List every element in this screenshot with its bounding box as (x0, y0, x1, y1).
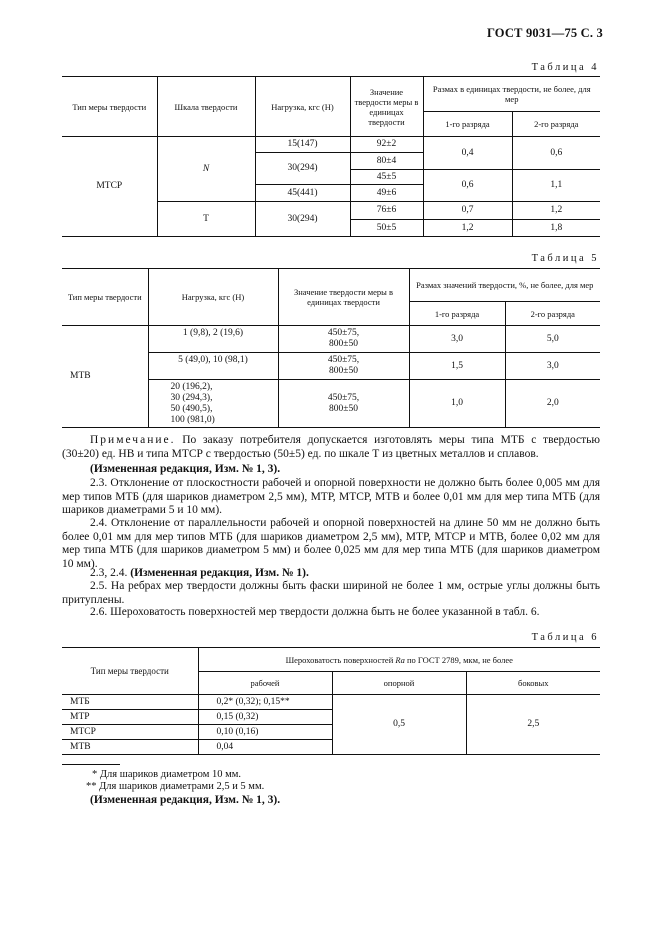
t4-value-cell: 76±6 (350, 202, 423, 220)
t4-grade1-cell: 0,7 (423, 202, 512, 220)
t5-grade1-cell: 1,5 (409, 353, 505, 380)
t6-side-cell: 2,5 (466, 695, 600, 755)
paragraph-2-3-2-4-edit (62, 567, 600, 581)
t5-type-cell: МТВ (62, 326, 148, 428)
t6-work-cell: 0,04 (198, 740, 332, 755)
t4-scale-n: N (157, 137, 255, 202)
table6-caption: Таблица 6 (531, 632, 599, 643)
t5-value-line: 450±75, (327, 392, 360, 403)
t5-grade2-cell: 5,0 (505, 326, 600, 353)
edit-note-1: (Измененная редакция, Изм. № 1, 3). (90, 463, 281, 475)
t5-load-cell: 5 (49,0), 10 (98,1) (148, 353, 278, 380)
t4-load-cell: 30(294) (255, 202, 350, 237)
t6-header-rough-pre: Шероховатость поверхностей (285, 654, 396, 665)
t4-value-cell: 49±6 (350, 185, 423, 202)
t5-value-cell (278, 353, 409, 380)
t4-value-cell: 45±5 (350, 170, 423, 185)
t5-header-value: Значение твердости меры в единицах твердости (278, 269, 409, 326)
t5-load-line: 50 (490,5), (170, 403, 213, 414)
t6-type-cell: МТВ (62, 740, 198, 755)
t5-grade1-cell: 3,0 (409, 326, 505, 353)
t4-load-cell: 45(441) (255, 185, 350, 202)
t5-value-line: 800±50 (329, 366, 358, 376)
t5-grade1-cell: 1,0 (409, 380, 505, 428)
t4-header-load: Нагрузка, кгс (Н) (255, 77, 350, 137)
note-label: Примечание. (90, 434, 176, 446)
t5-value-cell (278, 380, 409, 428)
footnote-1: * Для шариков диаметром 10 мм. (92, 769, 241, 780)
t4-header-grade2: 2-го разряда (512, 112, 600, 137)
table-6 (62, 647, 600, 755)
t6-work-cell: 0,15 (0,32) (198, 710, 332, 725)
t5-value-line: 800±50 (329, 403, 358, 414)
t5-header-type: Тип меры твердости (62, 269, 148, 326)
paragraph-2-4: 2.4. Отклонение от параллельности рабочей и опорной поверхностей на длине 50 мм не должно быть более 0,01 мм для мер типов МТБ (для шариков диаметром 2,5 мм), МТР, МТСР и МТВ, более 0,02 мм для мер типа МТБ (для шариков диаметром 5 мм) и более 0,025 мм для мер типа МТБ (для шариков диаметром 10 мм). (62, 517, 600, 570)
note-paragraph (62, 434, 600, 461)
paragraph-2-5: 2.5. На ребрах мер твердости должны быть фаски шириной не более 1 мм, острые углы должны быть притуплены. (62, 580, 600, 606)
edit-prefix: 2.3, 2.4. (90, 567, 131, 579)
t6-header-rough-post: по ГОСТ 2789, мкм, не более (404, 654, 513, 665)
t5-value-line: 450±75, (327, 328, 360, 338)
t5-header-grade1: 1-го разряда (409, 302, 505, 326)
t4-grade1-cell: 1,2 (423, 220, 512, 237)
t5-grade2-cell: 3,0 (505, 353, 600, 380)
footnote-divider (62, 764, 120, 765)
t4-grade2-cell: 1,2 (512, 202, 600, 220)
t6-work-cell: 0,10 (0,16) (198, 725, 332, 740)
t5-value-cell (278, 326, 409, 353)
t4-value-cell: 92±2 (350, 137, 423, 153)
t4-grade1-cell: 0,4 (423, 137, 512, 170)
t4-header-grade1: 1-го разряда (423, 112, 512, 137)
t4-type-cell: МТСР (62, 137, 157, 237)
t6-type-cell: МТБ (62, 695, 198, 710)
t6-header-roughness (198, 648, 600, 672)
t4-value-cell: 50±5 (350, 220, 423, 237)
t5-load-line: 100 (981,0) (170, 414, 215, 425)
t6-type-cell: МТР (62, 710, 198, 725)
t6-header-work: рабочей (198, 672, 332, 695)
table-4 (62, 76, 600, 237)
t6-header-rough-ra: Ra (395, 654, 405, 665)
t5-header-spread: Размах значений твердости, %, не более, для мер (409, 269, 600, 302)
t6-header-type: Тип меры твердости (62, 648, 198, 695)
t4-header-value: Значение твердости меры в единицах твердости (350, 77, 423, 137)
table-5 (62, 268, 600, 428)
t4-grade2-cell: 1,8 (512, 220, 600, 237)
t5-load-cell (148, 380, 278, 428)
table5-caption: Таблица 5 (531, 253, 599, 264)
t6-work-cell: 0,2* (0,32); 0,15** (198, 695, 332, 710)
t5-header-grade2: 2-го разряда (505, 302, 600, 326)
t4-load-cell: 15(147) (255, 137, 350, 153)
t5-load-line: 30 (294,3), (170, 392, 213, 403)
paragraph-2-3: 2.3. Отклонение от плоскостности рабочей и опорной поверхности не должно быть более 0,005 мм для мер типов МТБ (для шариков диаметром 2,5 мм), МТР, МТСР, МТВ и более 0,01 мм для мер типа МТБ (для шариков диаметрами 5 и 10 мм). (62, 477, 600, 516)
t5-value-line: 800±50 (329, 339, 358, 349)
t6-header-side: боковых (466, 672, 600, 695)
t4-value-cell: 80±4 (350, 153, 423, 170)
footnote-2: ** Для шариков диаметрами 2,5 и 5 мм. (86, 781, 265, 792)
t4-header-spread: Размах в единицах твердости, не более, для мер (423, 77, 600, 112)
t5-grade2-cell: 2,0 (505, 380, 600, 428)
note-text: По заказу потребителя допускается изготовлять меры типа МТБ с твердостью (30±20) ед. НВ и типа МТСР с твердостью (50±5) ед. по шкале Т из цветных металлов и сплавов. (62, 434, 600, 460)
t4-header-type: Тип меры твердости (62, 77, 157, 137)
t6-header-support: опорной (332, 672, 466, 695)
edit-note: (Измененная редакция, Изм. № 1). (130, 567, 309, 579)
t5-load-line: 20 (196,2), (170, 381, 213, 392)
t4-grade2-cell: 0,6 (512, 137, 600, 170)
t6-support-cell: 0,5 (332, 695, 466, 755)
t4-grade1-cell: 0,6 (423, 170, 512, 202)
t5-load-cell: 1 (9,8), 2 (19,6) (148, 326, 278, 353)
table4-caption: Таблица 4 (531, 62, 599, 73)
paragraph-2-6: 2.6. Шероховатость поверхностей мер твердости должна быть не более указанной в табл. 6. (90, 606, 540, 618)
t6-type-cell: МТСР (62, 725, 198, 740)
t5-header-load: Нагрузка, кгс (Н) (148, 269, 278, 326)
t4-header-scale: Шкала твердости (157, 77, 255, 137)
edit-note-2: (Измененная редакция, Изм. № 1, 3). (90, 794, 281, 806)
t5-value-line: 450±75, (327, 355, 360, 365)
page-header: ГОСТ 9031—75 С. 3 (486, 26, 603, 40)
t4-grade2-cell: 1,1 (512, 170, 600, 202)
t4-load-cell: 30(294) (255, 153, 350, 185)
t4-scale-t: Т (157, 202, 255, 237)
